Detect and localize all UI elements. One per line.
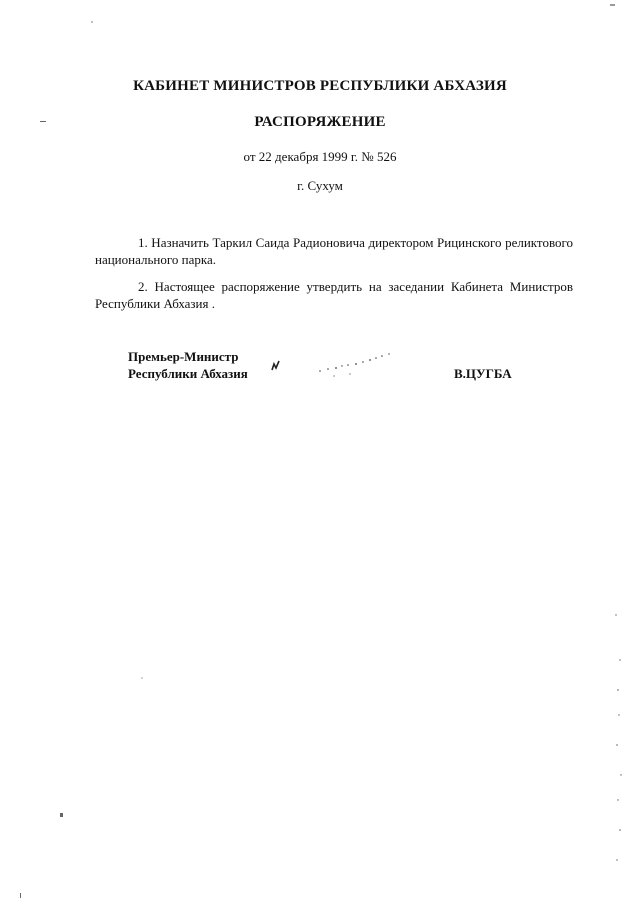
handwritten-signature [262,336,412,386]
paragraph-2: 2. Настоящее распоряжение утвердить на заседании Кабинета Министров Республики Абхазия . [95,279,573,311]
signatory-name: В.ЦУГБА [454,366,512,381]
issuer-title: КАБИНЕТ МИНИСТРОВ РЕСПУБЛИКИ АБХАЗИЯ [133,78,507,94]
document-type: РАСПОРЯЖЕНИЕ [254,114,386,130]
signatory-position-line-2: Республики Абхазия [128,366,248,381]
paragraph-1: 1. Назначить Таркил Саида Радионовича директором Рицинского реликтового национального парка. [95,235,573,267]
date-number-line: от 22 декабря 1999 г. № 526 [243,149,397,164]
signatory-position [128,348,248,382]
signatory-position-line-1: Премьер-Министр [128,349,239,364]
city-line: г. Сухум [297,178,343,193]
